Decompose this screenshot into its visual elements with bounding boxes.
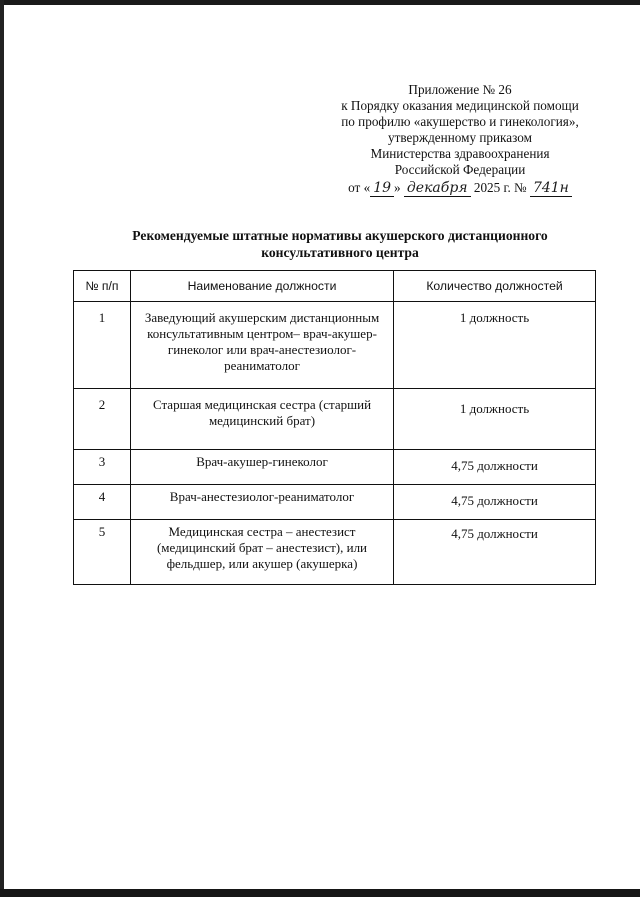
position-name: Заведующий акушерским дистанционным консультативным центром– врач-акушер-гинеколог или врач-анестезиолог-реаниматолог [131, 302, 394, 389]
row-number: 4 [74, 485, 131, 520]
position-name: Врач-анестезиолог-реаниматолог [131, 485, 394, 520]
scan-edge-bottom [0, 889, 640, 897]
staffing-table [73, 270, 596, 585]
annex-number: Приложение № 26 [408, 82, 512, 97]
document-title [40, 227, 640, 261]
scan-edge-left [0, 0, 4, 897]
table-row [74, 450, 596, 485]
position-name: Медицинская сестра – анестезист (медицинский брат – анестезист), или фельдшер, или акушер (акушерка) [131, 520, 394, 585]
order-date-line [300, 180, 620, 197]
table-header-row [74, 271, 596, 302]
position-quantity: 4,75 должности [394, 520, 596, 585]
date-prefix: от « [348, 179, 371, 195]
position-name: Старшая медицинская сестра (старший медицинский брат) [131, 389, 394, 450]
date-mid: » [394, 179, 401, 195]
position-quantity: 4,75 должности [394, 450, 596, 485]
table-row [74, 302, 596, 389]
row-number: 3 [74, 450, 131, 485]
header-quantity: Количество должностей [394, 271, 596, 302]
position-quantity: 1 должность [394, 389, 596, 450]
date-year: 2025 г. № [473, 179, 527, 195]
date-month-handwritten: декабря [404, 180, 471, 197]
annex-line-6: Российской Федерации [394, 162, 526, 178]
row-number: 1 [74, 302, 131, 389]
header-position: Наименование должности [131, 271, 394, 302]
annex-line-2: к Порядку оказания медицинской помощи [341, 98, 579, 114]
header-number: № п/п [74, 271, 131, 302]
row-number: 2 [74, 389, 131, 450]
row-number: 5 [74, 520, 131, 585]
annex-header [300, 82, 620, 197]
date-day-handwritten: 19 [370, 180, 394, 197]
annex-line-3: по профилю «акушерство и гинекология», [341, 114, 579, 130]
position-quantity: 4,75 должности [394, 485, 596, 520]
order-number-handwritten: 741н [530, 180, 572, 197]
table-row [74, 389, 596, 450]
position-quantity: 1 должность [394, 302, 596, 389]
annex-line-4: утвержденному приказом [388, 130, 532, 146]
position-name: Врач-акушер-гинеколог [131, 450, 394, 485]
title-line-1: Рекомендуемые штатные нормативы акушерского дистанционного [132, 228, 548, 243]
table-row [74, 485, 596, 520]
title-line-2: консультативного центра [261, 245, 419, 260]
scan-edge-top [0, 0, 640, 5]
table-row [74, 520, 596, 585]
annex-line-5: Министерства здравоохранения [370, 146, 550, 162]
